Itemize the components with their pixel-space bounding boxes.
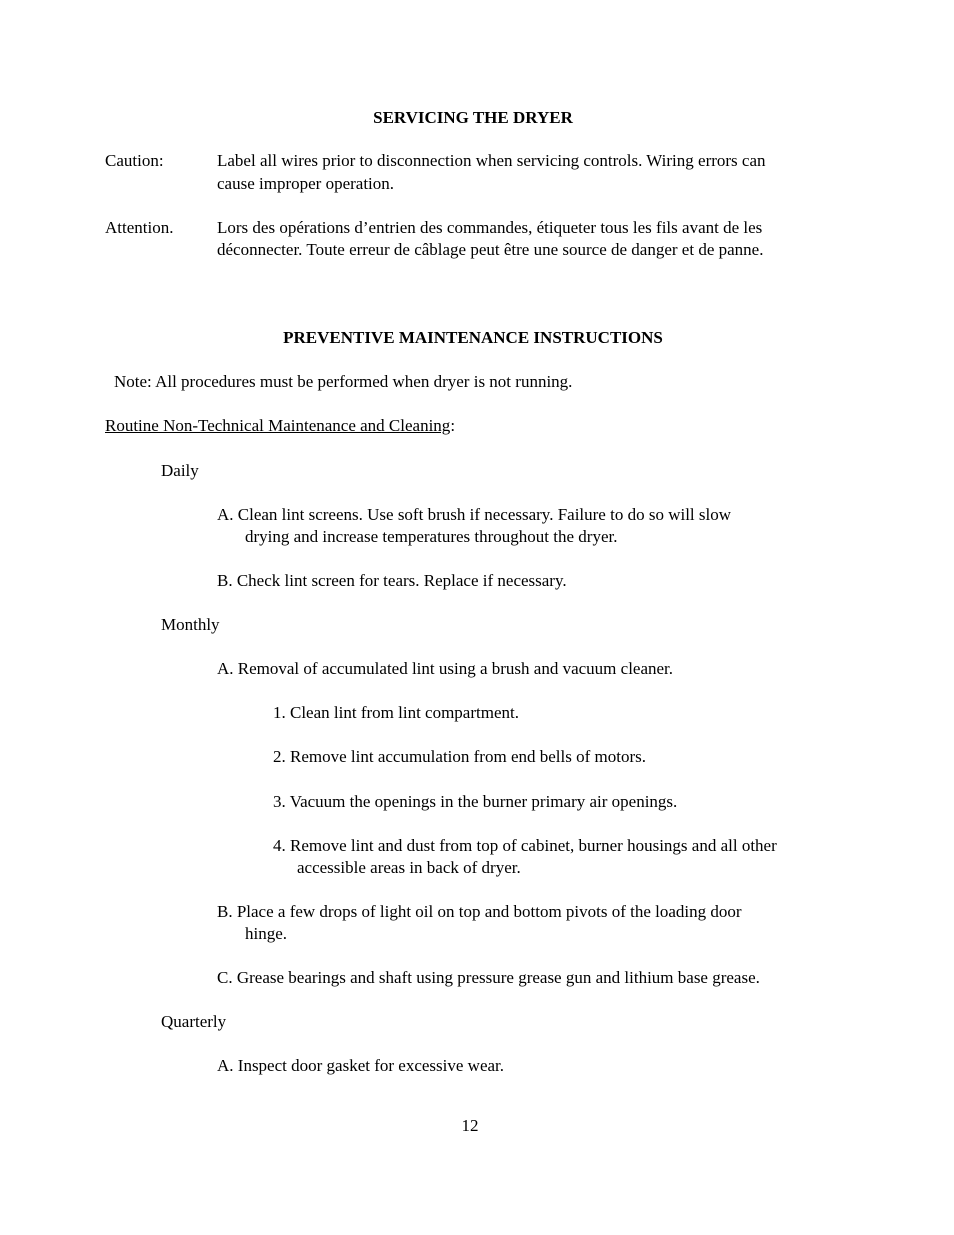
- quarterly-label: Quarterly: [161, 1012, 227, 1031]
- monthly-item-b-line1: B. Place a few drops of light oil on top and bottom pivots of the loading door: [217, 902, 742, 921]
- attention-text-line1: Lors des opérations d’entrien des commandes, étiqueter tous les fils avant de les: [217, 218, 763, 237]
- monthly-item-b-line2: hinge.: [245, 924, 288, 943]
- attention-text-line2: déconnecter. Toute erreur de câblage peut être une source de danger et de panne.: [217, 240, 764, 259]
- page-number: 12: [461, 1116, 479, 1135]
- monthly-item-a: A. Removal of accumulated lint using a brush and vacuum cleaner.: [217, 659, 674, 678]
- monthly-item-c: C. Grease bearings and shaft using pressure grease gun and lithium base grease.: [217, 968, 760, 987]
- daily-item-a-line2: drying and increase temperatures throughout the dryer.: [245, 527, 618, 546]
- monthly-subitem-4-line2: accessible areas in back of dryer.: [297, 858, 521, 877]
- routine-heading-colon: :: [450, 416, 456, 435]
- caution-text-line1: Label all wires prior to disconnection when servicing controls. Wiring errors can: [217, 151, 766, 170]
- monthly-subitem-3: 3. Vacuum the openings in the burner primary air openings.: [273, 792, 678, 811]
- caution-label: Caution:: [105, 151, 164, 170]
- monthly-subitem-1: 1. Clean lint from lint compartment.: [273, 703, 519, 722]
- daily-item-b: B. Check lint screen for tears. Replace if necessary.: [217, 571, 567, 590]
- servicing-title: SERVICING THE DRYER: [373, 108, 573, 127]
- routine-heading: [105, 415, 455, 437]
- quarterly-item-a: A. Inspect door gasket for excessive wear.: [217, 1056, 505, 1075]
- daily-label: Daily: [161, 461, 199, 480]
- monthly-subitem-2: 2. Remove lint accumulation from end bells of motors.: [273, 747, 646, 766]
- routine-heading-text: Routine Non-Technical Maintenance and Cleaning: [105, 416, 451, 435]
- monthly-label: Monthly: [161, 615, 220, 634]
- maintenance-note: Note: All procedures must be performed when dryer is not running.: [114, 372, 573, 391]
- caution-text-line2: cause improper operation.: [217, 174, 395, 193]
- attention-label: Attention.: [105, 218, 174, 237]
- maintenance-title: PREVENTIVE MAINTENANCE INSTRUCTIONS: [283, 328, 663, 347]
- daily-item-a-line1: A. Clean lint screens. Use soft brush if necessary. Failure to do so will slow: [217, 505, 732, 524]
- monthly-subitem-4-line1: 4. Remove lint and dust from top of cabinet, burner housings and all other: [273, 836, 777, 855]
